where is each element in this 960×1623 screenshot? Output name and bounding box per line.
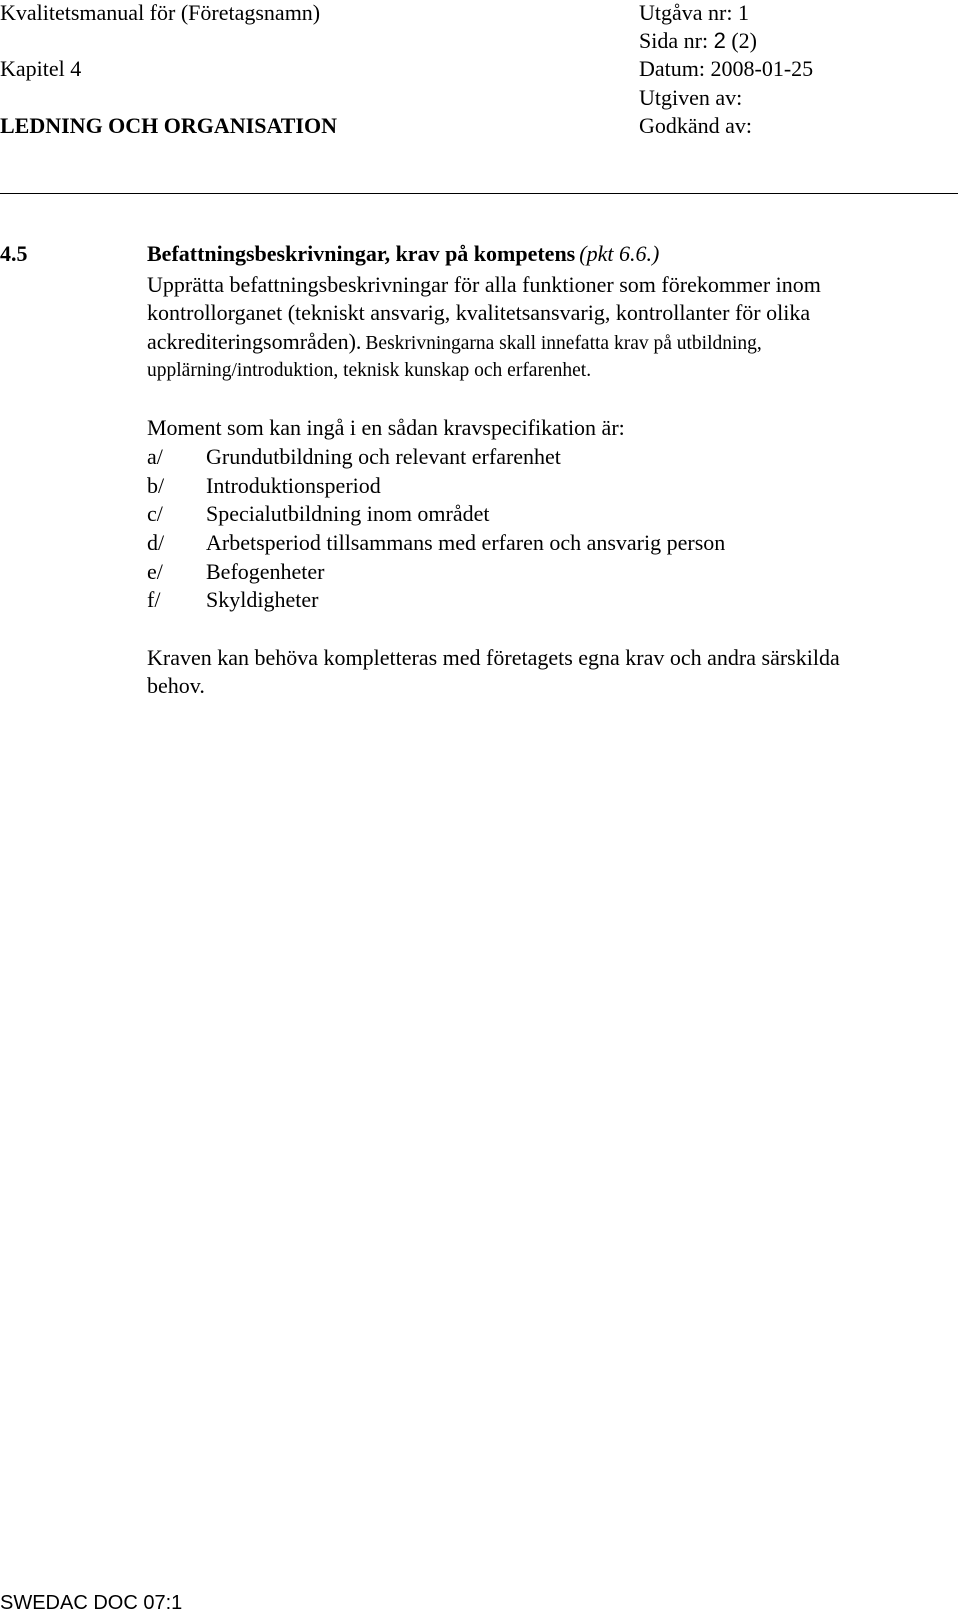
paragraph-line: kontrollorganet (tekniskt ansvarig, kvalitetsansvarig, kontrollanter för olika (147, 300, 811, 325)
paragraph-small-line: Beskrivningarna skall innefatta krav på utbildning, (365, 333, 762, 354)
list-item-text: Arbetsperiod tillsammans med erfaren och ansvarig person (206, 530, 726, 555)
list-item-text: Befogenheter (206, 559, 325, 584)
list-item-letter: b/ (147, 473, 165, 498)
section-title: Befattningsbeskrivningar, krav på kompetens (147, 241, 576, 266)
list-item-letter: e/ (147, 559, 163, 584)
edition-number: Utgåva nr: 1 (639, 0, 749, 25)
list-item-text: Skyldigheter (206, 587, 319, 612)
section-reference: (pkt 6.6.) (579, 241, 660, 266)
closing-line: Kraven kan behöva kompletteras med företagets egna krav och andra särskilda (147, 645, 840, 670)
header-divider (0, 193, 958, 194)
page-current: 2 (713, 28, 726, 53)
footer-doc-id: SWEDAC DOC 07:1 (0, 1592, 183, 1614)
list-intro: Moment som kan ingå i en sådan kravspecifikation är: (147, 415, 625, 440)
document-date: Datum: 2008-01-25 (639, 56, 814, 81)
page-total: (2) (731, 28, 757, 53)
page-prefix: Sida nr: (639, 28, 709, 53)
list-item-text: Introduktionsperiod (206, 473, 381, 498)
paragraph-line: ackrediteringsområden). (147, 329, 362, 354)
list-item-letter: a/ (147, 444, 163, 469)
section-heading (147, 241, 659, 267)
list-item-text: Specialutbildning inom området (206, 501, 490, 526)
paragraph-line-mixed (147, 327, 762, 357)
list-item-letter: c/ (147, 501, 163, 526)
company-name: Kvalitetsmanual för (Företagsnamn) (0, 0, 321, 25)
section-number: 4.5 (0, 241, 28, 266)
list-item-letter: d/ (147, 530, 165, 555)
approved-by: Godkänd av: (639, 113, 753, 138)
list-item-letter: f/ (147, 587, 161, 612)
page-number (639, 28, 757, 54)
issued-by: Utgiven av: (639, 85, 743, 110)
paragraph-line: Upprätta befattningsbeskrivningar för alla funktioner som förekommer inom (147, 272, 821, 297)
paragraph-small-line: upplärning/introduktion, teknisk kunskap och erfarenhet. (147, 360, 592, 381)
chapter-label: Kapitel 4 (0, 56, 82, 81)
list-item-text: Grundutbildning och relevant erfarenhet (206, 444, 561, 469)
closing-line: behov. (147, 673, 205, 698)
department-title: LEDNING OCH ORGANISATION (0, 113, 337, 138)
